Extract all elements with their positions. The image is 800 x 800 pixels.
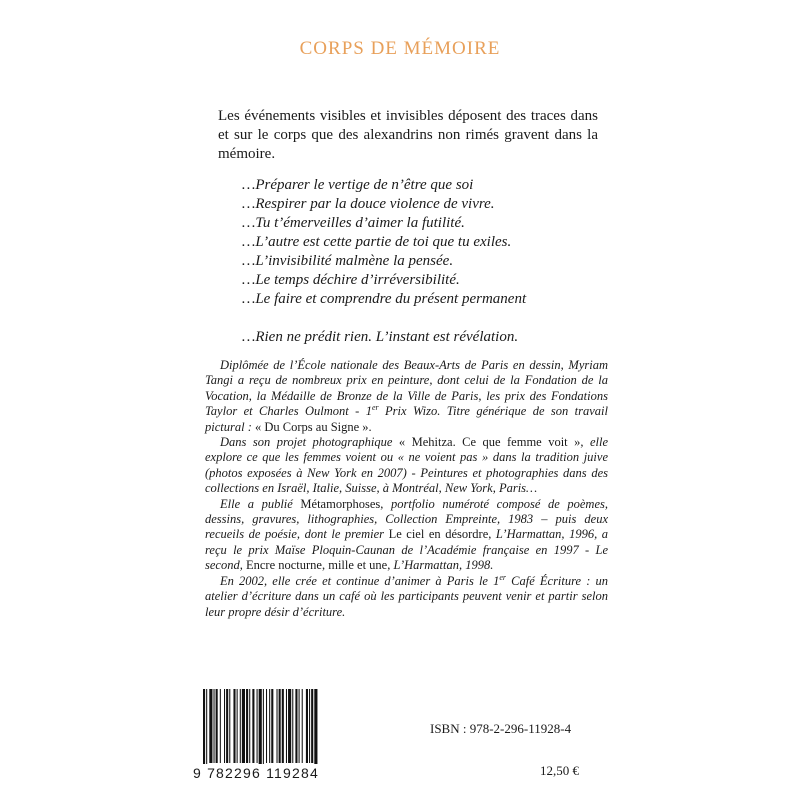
- barcode-bar: [277, 689, 278, 763]
- barcode-bar: [309, 689, 310, 763]
- barcode-bar: [206, 689, 207, 769]
- author-bio: [205, 358, 608, 620]
- bio-upright: « Mehitza. Ce que femme voit »,: [398, 435, 584, 450]
- bio-upright: Le ciel en désordre,: [388, 527, 492, 542]
- barcode-bar: [295, 689, 297, 763]
- barcode-bar: [224, 689, 225, 763]
- barcode-bar: [226, 689, 228, 763]
- bio-paragraph: [205, 358, 608, 435]
- bio-upright: Métamorphoses,: [300, 496, 384, 511]
- barcode-bar: [233, 689, 235, 763]
- barcode-bar: [209, 689, 212, 763]
- bio-sup: er: [371, 403, 379, 413]
- verse-line: …Le temps déchire d’irréversibilité.: [242, 272, 460, 288]
- barcode-bar: [302, 689, 303, 763]
- book-intro: Les événements visibles et invisibles déposent des traces dans et sur le corps que des alexandrins non rimés gravent dans la mémoire.: [218, 108, 598, 162]
- barcode-bar: [311, 689, 313, 763]
- bio-text: Café Écriture : un atelier d’écriture dans un café où les participants peuvent venir et partir selon leur propre désir d’écriture.: [205, 573, 608, 619]
- bio-text: L’Harmattan, 1998.: [390, 558, 494, 573]
- book-title: CORPS DE MÉMOIRE: [299, 38, 501, 59]
- barcode-bar: [266, 689, 267, 763]
- barcode-bar: [237, 689, 238, 763]
- verse-line: …L’invisibilité malmène la pensée.: [242, 253, 454, 269]
- bio-text: L’Harmattan, 1996, a reçu le prix Maïse Ploquin-Caunan de l’Académie française en 1997 - Le second,: [205, 527, 609, 573]
- barcode-bar: [306, 689, 308, 763]
- bio-text: elle explore ce que les femmes voient ou « ne voient pas » dans la tradition juive (photos exposées à New York en 2007) - Peintures et photographies dans des collections en Israël, Italie, Suisse, à Montréal, New York, Paris…: [205, 435, 608, 496]
- verse-line: …Préparer le vertige de n’être que soi: [242, 177, 474, 193]
- barcode-bar: [279, 689, 281, 763]
- barcode-bar: [214, 689, 215, 763]
- barcode-bar: [252, 689, 254, 763]
- barcode-bar: [286, 689, 287, 763]
- bio-paragraph: [205, 497, 608, 574]
- bio-text: Dans son projet photographique: [220, 435, 399, 450]
- barcode-bar: [271, 689, 273, 763]
- barcode-bar: [203, 689, 205, 769]
- barcode-bar: [242, 689, 245, 763]
- bio-upright: « Du Corps au Signe ».: [255, 419, 372, 434]
- bio-paragraph: [205, 574, 608, 620]
- barcode-bar: [292, 689, 293, 763]
- verse-line: …Tu t’émerveilles d’aimer la futilité.: [242, 215, 465, 231]
- bio-text: portfolio numéroté composé de poèmes, dessins, gravures, lithographies, Collection Empreinte, 1983 – puis deux recueils de poésie, dont le premier: [205, 496, 609, 542]
- barcode-bar: [246, 689, 248, 763]
- barcode-bar: [269, 689, 270, 763]
- bio-sup: er: [499, 572, 507, 582]
- barcode-digits: 9 782296 119284: [193, 764, 345, 782]
- barcode-bar: [299, 689, 300, 763]
- barcode-bar: [216, 689, 218, 763]
- barcode-bar: [263, 689, 264, 769]
- verse-line: …Le faire et comprendre du présent permanent: [242, 291, 527, 307]
- barcode-bar: [259, 689, 262, 769]
- barcode-bar: [220, 689, 221, 763]
- bio-text: Prix Wizo. Titre générique de son travail pictural :: [205, 404, 608, 434]
- bio-text: Elle a publié: [220, 496, 301, 511]
- bio-text: En 2002, elle crée et continue d’animer à Paris le 1: [220, 573, 500, 588]
- verse-line: …L’autre est cette partie de toi que tu exiles.: [242, 234, 512, 250]
- isbn-number: ISBN : 978-2-296-11928-4: [430, 721, 572, 736]
- barcode-bar: [257, 689, 258, 763]
- barcode-bar: [288, 689, 291, 763]
- verse-closing: …Rien ne prédit rien. L’instant est révélation.: [242, 329, 519, 345]
- barcode-bar: [240, 689, 241, 763]
- bio-paragraph: [205, 435, 608, 497]
- verse-list: [242, 176, 602, 347]
- barcode-bar: [314, 689, 317, 769]
- barcode-bar: [282, 689, 284, 763]
- bio-upright: Encre nocturne, mille et une,: [245, 558, 391, 573]
- price: 12,50 €: [540, 763, 579, 778]
- bio-text: Diplômée de l’École nationale des Beaux-Arts de Paris en dessin, Myriam Tangi a reçu de nombreux prix en peinture, dont celui de la Fondation de la Vocation, la Médaille de Bronze de la Ville de Paris, les prix des Fondations Taylor et Charles Oulmont - 1: [205, 358, 608, 419]
- barcode-bar: [249, 689, 250, 763]
- barcode-bar: [229, 689, 230, 763]
- verse-line: …Respirer par la douce violence de vivre.: [242, 196, 495, 212]
